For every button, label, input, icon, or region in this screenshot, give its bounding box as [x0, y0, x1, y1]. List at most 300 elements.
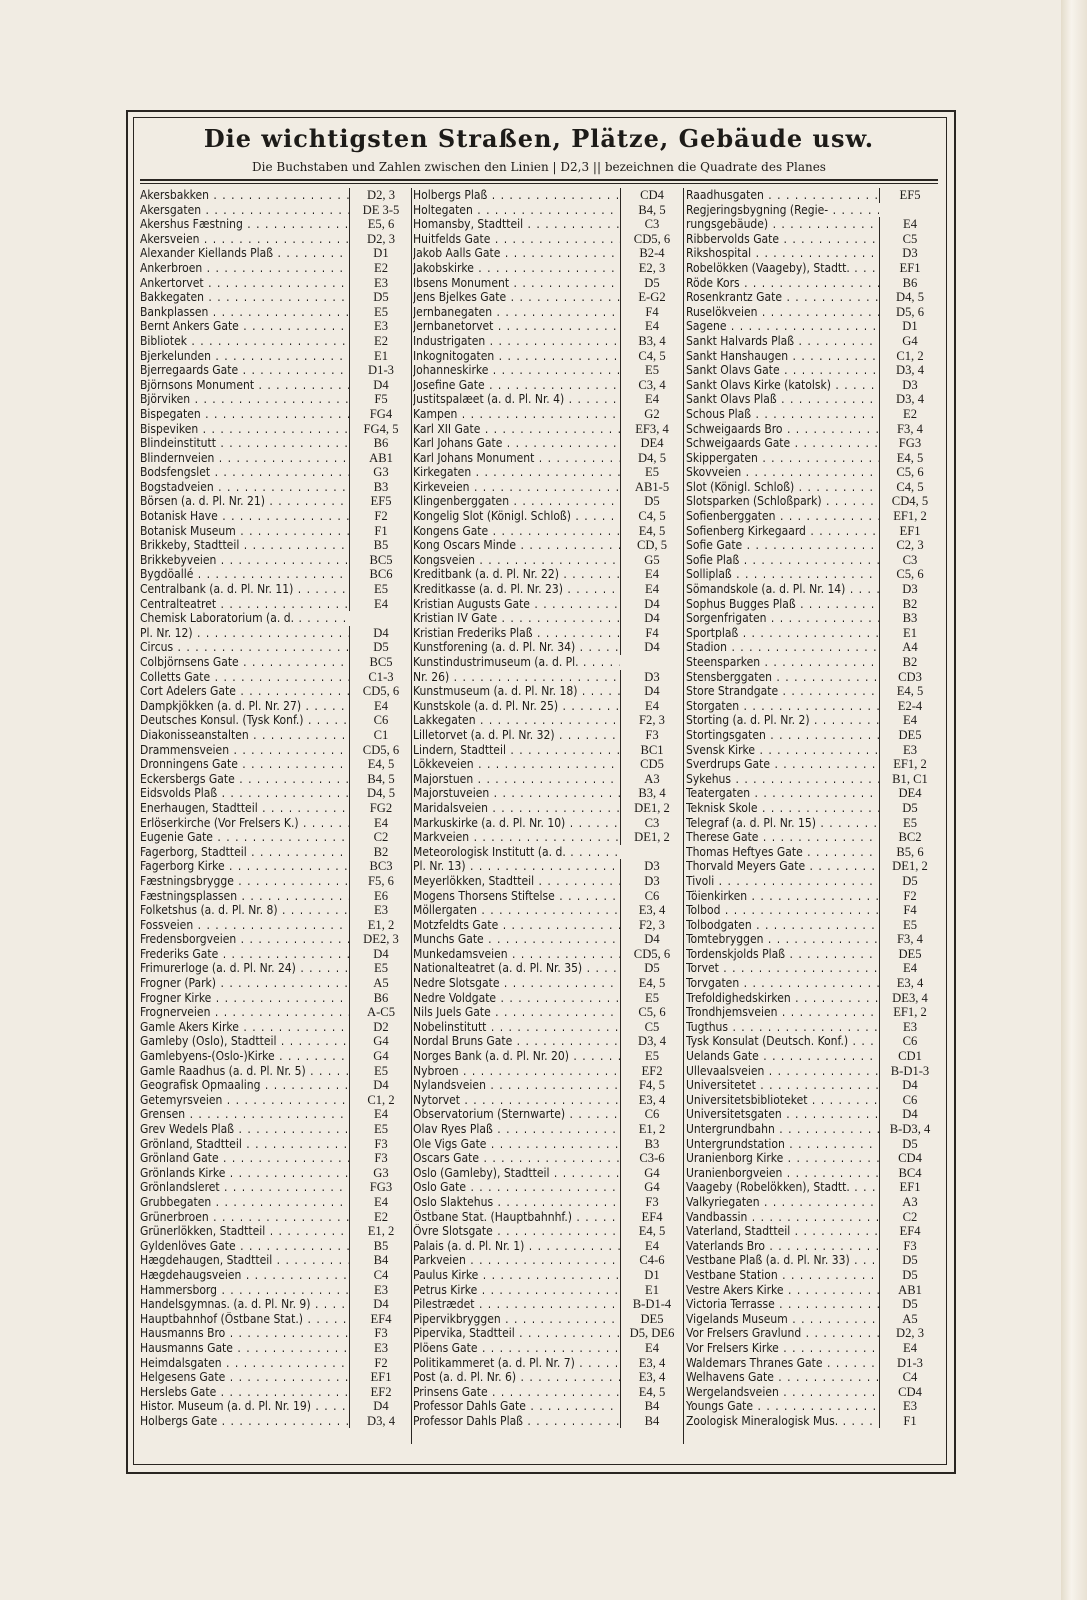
index-entry: [140, 305, 410, 320]
index-entry: [686, 976, 938, 991]
entry-name: Sykehus . . .: [686, 772, 879, 787]
entry-name: Fredensborgveien . . .: [140, 932, 349, 947]
entry-name: Jakob Aalls Gate . . .: [413, 246, 620, 261]
index-entry: [413, 1166, 681, 1181]
grid-reference: C4: [349, 1268, 410, 1283]
index-entry: [686, 757, 938, 772]
entry-name: Dronningens Gate . . .: [140, 757, 349, 772]
grid-reference: CD4, 5: [879, 494, 938, 509]
entry-name: Politikammeret (a. d. Pl. Nr. 7) . . .: [413, 1356, 620, 1371]
index-entry: [140, 363, 410, 378]
entry-name: Thomas Heftyes Gate . . .: [686, 845, 879, 860]
index-entry: [140, 1093, 410, 1108]
grid-reference: F1: [349, 524, 410, 539]
index-entry: [686, 465, 938, 480]
grid-reference: B-D1-4: [620, 1297, 681, 1312]
index-entry: [686, 203, 938, 218]
entry-name: Deutsches Konsul. (Tysk Konf.) . . .: [140, 713, 349, 728]
entry-name: Karl Johans Monument . . .: [413, 451, 620, 466]
index-entry: [413, 918, 681, 933]
entry-name: Olav Ryes Plaß . . .: [413, 1122, 620, 1137]
index-entry: [686, 392, 938, 407]
grid-reference: D5: [879, 1268, 938, 1283]
index-entry: [686, 786, 938, 801]
grid-reference: D4, 5: [879, 290, 938, 305]
entry-name: Fagerborg, Stadtteil . . .: [140, 845, 349, 860]
entry-name: Thorvald Meyers Gate . . .: [686, 859, 879, 874]
entry-name: Kong Oscars Minde . . .: [413, 538, 620, 553]
grid-reference: D4: [349, 1078, 410, 1093]
grid-reference: CD4: [879, 1151, 938, 1166]
grid-reference: B1, C1: [879, 772, 938, 787]
entry-name: Lökkeveien . . .: [413, 757, 620, 772]
index-entry: [413, 670, 681, 685]
entry-name: Oslo (Gamleby), Stadtteil . . .: [413, 1166, 620, 1181]
grid-reference: E1, 2: [349, 918, 410, 933]
index-entry: [413, 786, 681, 801]
index-entry: [140, 1034, 410, 1049]
index-entry: [686, 1166, 938, 1181]
entry-name: Munchs Gate . . .: [413, 932, 620, 947]
entry-name: Kampen . . .: [413, 407, 620, 422]
entry-name: Cort Adelers Gate . . .: [140, 684, 349, 699]
grid-reference: D2: [349, 1020, 410, 1035]
index-entry: [413, 232, 681, 247]
entry-name: Diakonisseanstalten . . .: [140, 728, 349, 743]
entry-name: Frimurerloge (a. d. Pl. Nr. 24) . . .: [140, 961, 349, 976]
index-entry: [140, 1385, 410, 1400]
grid-reference: C1: [349, 728, 410, 743]
entry-name: Kunstindustrimuseum (a. d. Pl. . . .: [413, 655, 620, 670]
index-entry: [140, 334, 410, 349]
entry-name: Nedre Slotsgate . . .: [413, 976, 620, 991]
entry-name: Vestbane Station . . .: [686, 1268, 879, 1283]
index-entry: [413, 801, 681, 816]
grid-reference: AB1-5: [620, 480, 681, 495]
grid-reference: B5: [349, 538, 410, 553]
index-entry: [140, 961, 410, 976]
index-entry: [686, 597, 938, 612]
index-entry: [140, 918, 410, 933]
grid-reference: B3: [620, 1137, 681, 1152]
entry-name: Torvet . . .: [686, 961, 879, 976]
index-entry: [413, 1399, 681, 1414]
entry-name: Mogens Thorsens Stiftelse . . .: [413, 889, 620, 904]
grid-reference: E4, 5: [620, 1385, 681, 1400]
entry-name: Trondhjemsveien . . .: [686, 1005, 879, 1020]
entry-name: Jens Bjelkes Gate . . .: [413, 290, 620, 305]
grid-reference: C6: [620, 889, 681, 904]
entry-name: Frogner (Park) . . .: [140, 976, 349, 991]
index-entry: [140, 1166, 410, 1181]
grid-reference: D5: [879, 801, 938, 816]
entry-name: Trefoldighedskirken . . .: [686, 991, 879, 1006]
index-entry: [686, 1020, 938, 1035]
index-entry: [686, 1283, 938, 1298]
index-entry: [686, 582, 938, 597]
index-entry: [140, 845, 410, 860]
index-entry: [413, 1005, 681, 1020]
entry-name: Untergrundstation . . .: [686, 1137, 879, 1152]
grid-reference: CD, 5: [620, 538, 681, 553]
grid-reference: E3: [349, 276, 410, 291]
index-entry: [413, 947, 681, 962]
index-entry: [140, 655, 410, 670]
index-entry: [686, 1064, 938, 1079]
grid-reference: D4: [620, 597, 681, 612]
entry-name: Teknisk Skole . . .: [686, 801, 879, 816]
entry-name: Jakobskirke . . .: [413, 261, 620, 276]
entry-name: Universitetsgaten . . .: [686, 1107, 879, 1122]
index-entry: [686, 1195, 938, 1210]
index-entry: [686, 830, 938, 845]
grid-reference: EF3, 4: [620, 422, 681, 437]
index-entry: [413, 1064, 681, 1079]
grid-reference: B3, 4: [620, 786, 681, 801]
index-entry: [140, 1370, 410, 1385]
grid-reference: B-D1-3: [879, 1064, 938, 1079]
grid-reference: EF2: [620, 1064, 681, 1079]
index-entry: [686, 874, 938, 889]
index-entry: [140, 1399, 410, 1414]
index-entry: [140, 889, 410, 904]
entry-name: Colletts Gate . . .: [140, 670, 349, 685]
entry-name: Hægdehaugen, Stadtteil . . .: [140, 1253, 349, 1268]
entry-name: Vaageby (Robelökken), Stadtt. . . .: [686, 1180, 879, 1195]
entry-name: Sankt Olavs Gate . . .: [686, 363, 879, 378]
entry-name: Kristian IV Gate . . .: [413, 611, 620, 626]
index-entry: [413, 276, 681, 291]
entry-name: Kreditbank (a. d. Pl. Nr. 22) . . .: [413, 567, 620, 582]
index-entry: [413, 567, 681, 582]
index-entry: [686, 816, 938, 831]
grid-reference: D4: [879, 1078, 938, 1093]
grid-reference: D5: [349, 640, 410, 655]
grid-reference: G3: [349, 1166, 410, 1181]
index-column-3: [686, 188, 938, 1444]
entry-name: Akersgaten . . .: [140, 203, 349, 218]
entry-name: Stadion . . .: [686, 640, 879, 655]
grid-reference: D5: [879, 1297, 938, 1312]
grid-reference: FG2: [349, 801, 410, 816]
entry-name: Herslebs Gate . . .: [140, 1385, 349, 1400]
grid-reference: D4, 5: [349, 786, 410, 801]
entry-name: Ruselökveien . . .: [686, 305, 879, 320]
entry-name: Storting (a. d. Pl. Nr. 2) . . .: [686, 713, 879, 728]
entry-name: Waldemars Thranes Gate . . .: [686, 1356, 879, 1371]
index-entry: [413, 859, 681, 874]
entry-name: Nordal Bruns Gate . . .: [413, 1034, 620, 1049]
index-entry: [140, 1107, 410, 1122]
index-entry: [686, 1078, 938, 1093]
entry-name: Uranienborg Kirke . . .: [686, 1151, 879, 1166]
entry-name: Gyldenlöves Gate . . .: [140, 1239, 349, 1254]
grid-reference: D4: [349, 626, 410, 641]
grid-reference: F3: [879, 1239, 938, 1254]
entry-name: Botanisk Museum . . .: [140, 524, 349, 539]
grid-reference: E1: [620, 1283, 681, 1298]
grid-reference: E5: [620, 991, 681, 1006]
grid-reference: C2: [879, 1210, 938, 1225]
entry-name: Sankt Olavs Kirke (katolsk) . . .: [686, 378, 879, 393]
entry-name: Kongelig Slot (Königl. Schloß) . . .: [413, 509, 620, 524]
index-entry: [686, 1210, 938, 1225]
grid-reference: D5: [349, 290, 410, 305]
grid-reference: B-D3, 4: [879, 1122, 938, 1137]
index-entry: [140, 670, 410, 685]
index-entry: [413, 1326, 681, 1341]
index-entry: [140, 801, 410, 816]
index-entry: [686, 1034, 938, 1049]
entry-name: Björnsons Monument . . .: [140, 378, 349, 393]
grid-reference: DE1, 2: [620, 830, 681, 845]
grid-reference: C3: [620, 217, 681, 232]
grid-reference: C4: [879, 1370, 938, 1385]
entry-name: Sorgenfrigaten . . .: [686, 611, 879, 626]
entry-name: Frogner Kirke . . .: [140, 991, 349, 1006]
index-entry: [413, 1049, 681, 1064]
grid-reference: B4, 5: [620, 203, 681, 218]
grid-reference: EF1, 2: [879, 1005, 938, 1020]
entry-name: Uranienborgveien . . .: [686, 1166, 879, 1181]
grid-reference: E1: [349, 349, 410, 364]
index-entry: [140, 509, 410, 524]
grid-reference: D3, 4: [620, 1034, 681, 1049]
grid-reference: B6: [349, 991, 410, 1006]
entry-name: Rosenkrantz Gate . . .: [686, 290, 879, 305]
entry-name: Centralteatret . . .: [140, 597, 349, 612]
entry-name: Grünerlökken, Stadtteil . . .: [140, 1224, 349, 1239]
entry-name: Motzfeldts Gate . . .: [413, 918, 620, 933]
index-entry: [686, 801, 938, 816]
index-entry: [686, 407, 938, 422]
entry-name: Pl. Nr. 13) . . .: [413, 859, 620, 874]
grid-reference: DE5: [620, 1312, 681, 1327]
entry-name: Enerhaugen, Stadtteil . . .: [140, 801, 349, 816]
grid-reference: E4: [349, 1195, 410, 1210]
index-entry: [140, 524, 410, 539]
grid-reference: E3: [879, 1020, 938, 1035]
grid-reference: E5: [620, 465, 681, 480]
entry-name: Store Strandgate . . .: [686, 684, 879, 699]
entry-name: Grev Wedels Plaß . . .: [140, 1122, 349, 1137]
index-entry: [413, 349, 681, 364]
entry-name: Heimdalsgaten . . .: [140, 1356, 349, 1371]
index-entry: [140, 1064, 410, 1079]
entry-name: Alexander Kiellands Plaß . . .: [140, 246, 349, 261]
grid-reference: F1: [879, 1414, 938, 1429]
entry-name: Vaterlands Bro . . .: [686, 1239, 879, 1254]
index-entry: [413, 246, 681, 261]
entry-name: Drammensveien . . .: [140, 743, 349, 758]
entry-name: Majorstuen . . .: [413, 772, 620, 787]
entry-name: Gamleby (Oslo), Stadtteil . . .: [140, 1034, 349, 1049]
index-entry: [413, 991, 681, 1006]
grid-reference: C2, 3: [879, 538, 938, 553]
entry-name: Bjerregaards Gate . . .: [140, 363, 349, 378]
index-entry: [413, 845, 681, 860]
entry-name: Josefine Gate . . .: [413, 378, 620, 393]
grid-reference: EF1, 2: [879, 509, 938, 524]
entry-name: Welhavens Gate . . .: [686, 1370, 879, 1385]
grid-reference: EF1: [879, 261, 938, 276]
entry-name: Tolbodgaten . . .: [686, 918, 879, 933]
grid-reference: B6: [349, 436, 410, 451]
grid-reference: E3: [349, 1283, 410, 1298]
grid-reference: G4: [349, 1049, 410, 1064]
entry-name: Pipervikbryggen . . .: [413, 1312, 620, 1327]
entry-name: Kunstmuseum (a. d. Pl. Nr. 18) . . .: [413, 684, 620, 699]
grid-reference: C2: [349, 830, 410, 845]
grid-reference: B2-4: [620, 246, 681, 261]
entry-name: Universitetet . . .: [686, 1078, 879, 1093]
index-entry: [413, 816, 681, 831]
grid-reference: BC1: [620, 743, 681, 758]
entry-name: Sankt Hanshaugen . . .: [686, 349, 879, 364]
index-entry: [140, 991, 410, 1006]
index-entry: [686, 626, 938, 641]
grid-reference: G4: [620, 1180, 681, 1195]
grid-reference: D3: [879, 582, 938, 597]
grid-reference: C6: [879, 1034, 938, 1049]
entry-name: Sofie Gate . . .: [686, 538, 879, 553]
entry-name: Brikkeby, Stadtteil . . .: [140, 538, 349, 553]
index-entry: [686, 932, 938, 947]
grid-reference: BC6: [349, 567, 410, 582]
index-entry: [140, 1312, 410, 1327]
column-divider: [411, 188, 412, 1444]
index-entry: [686, 290, 938, 305]
index-entry: [686, 305, 938, 320]
entry-name: Nils Juels Gate . . .: [413, 1005, 620, 1020]
entry-name: Centralbank (a. d. Pl. Nr. 11) . . .: [140, 582, 349, 597]
entry-name: Ribbervolds Gate . . .: [686, 232, 879, 247]
grid-reference: D4: [620, 611, 681, 626]
entry-name: Regjeringsbygning (Regie- . . .: [686, 203, 879, 218]
entry-name: Sophus Bugges Plaß . . .: [686, 597, 879, 612]
index-entry: [140, 480, 410, 495]
grid-reference: E5: [620, 363, 681, 378]
entry-name: Bakkegaten . . .: [140, 290, 349, 305]
entry-name: Pilestrædet . . .: [413, 1297, 620, 1312]
index-entry: [686, 1049, 938, 1064]
grid-reference: E1, 2: [349, 1224, 410, 1239]
index-entry: [686, 451, 938, 466]
grid-reference: E4: [620, 699, 681, 714]
entry-name: Bjerkelunden . . .: [140, 349, 349, 364]
grid-reference: A3: [879, 1195, 938, 1210]
entry-name: Ullevaalsveien . . .: [686, 1064, 879, 1079]
entry-name: Schweigaards Gate . . .: [686, 436, 879, 451]
index-entry: [686, 918, 938, 933]
page-edge: [1061, 0, 1087, 1600]
grid-reference: E5: [879, 918, 938, 933]
grid-reference: E3: [879, 1399, 938, 1414]
entry-name: Sportplaß . . .: [686, 626, 879, 641]
entry-name: Hausmanns Gate . . .: [140, 1341, 349, 1356]
grid-reference: E3, 4: [620, 1356, 681, 1371]
grid-reference: F4: [879, 903, 938, 918]
entry-name: Dampkjökken (a. d. Pl. Nr. 27) . . .: [140, 699, 349, 714]
index-entry: [413, 699, 681, 714]
grid-reference: D4: [620, 932, 681, 947]
index-entry: [413, 932, 681, 947]
entry-name: Geografisk Opmaaling . . .: [140, 1078, 349, 1093]
grid-reference: E2: [349, 1210, 410, 1225]
entry-name: Eckersbergs Gate . . .: [140, 772, 349, 787]
entry-name: Folketshus (a. d. Pl. Nr. 8) . . .: [140, 903, 349, 918]
index-entry: [140, 772, 410, 787]
index-entry: [413, 889, 681, 904]
entry-name: Övre Slotsgate . . .: [413, 1224, 620, 1239]
grid-reference: DE3, 4: [879, 991, 938, 1006]
index-entry: [140, 743, 410, 758]
entry-name: Raadhusgaten . . .: [686, 188, 879, 203]
index-entry: [686, 334, 938, 349]
entry-name: Björviken . . .: [140, 392, 349, 407]
grid-reference: D5: [620, 276, 681, 291]
entry-name: Bogstadveien . . .: [140, 480, 349, 495]
grid-reference: BC5: [349, 553, 410, 568]
grid-reference: E2: [879, 407, 938, 422]
grid-reference: C3, 4: [620, 378, 681, 393]
entry-name: Ankertorvet . . .: [140, 276, 349, 291]
grid-reference: A3: [620, 772, 681, 787]
entry-name: Maridalsveien . . .: [413, 801, 620, 816]
index-entry: [413, 1107, 681, 1122]
index-entry: [413, 553, 681, 568]
grid-reference: E4, 5: [620, 1224, 681, 1239]
entry-name: Teatergaten . . .: [686, 786, 879, 801]
entry-name: Vigelands Museum . . .: [686, 1312, 879, 1327]
grid-reference: E4: [620, 567, 681, 582]
entry-name: Holtegaten . . .: [413, 203, 620, 218]
grid-reference: D5, DE6: [620, 1326, 681, 1341]
grid-reference: BC5: [349, 655, 410, 670]
grid-reference: C4, 5: [620, 349, 681, 364]
index-entry: [686, 538, 938, 553]
entry-name: Robelökken (Vaageby), Stadtt. . . .: [686, 261, 879, 276]
index-entry: [413, 757, 681, 772]
entry-name: Stensberggaten . . .: [686, 670, 879, 685]
index-entry: [140, 1005, 410, 1020]
grid-reference: G4: [349, 1034, 410, 1049]
grid-reference: FG3: [349, 1180, 410, 1195]
grid-reference: F3, 4: [879, 422, 938, 437]
index-entry: [686, 772, 938, 787]
entry-name: Nytorvet . . .: [413, 1093, 620, 1108]
grid-reference: E3, 4: [620, 1370, 681, 1385]
grid-reference: D3: [620, 859, 681, 874]
grid-reference: C1-3: [349, 670, 410, 685]
index-entry: [686, 494, 938, 509]
grid-reference: D1: [349, 246, 410, 261]
grid-reference: F3: [620, 728, 681, 743]
index-entry: [140, 874, 410, 889]
grid-reference: E4, 5: [620, 976, 681, 991]
entry-name: Nedre Voldgate . . .: [413, 991, 620, 1006]
grid-reference: C4-6: [620, 1253, 681, 1268]
index-entry: [413, 1020, 681, 1035]
index-entry: [140, 713, 410, 728]
entry-name: Kirkegaten . . .: [413, 465, 620, 480]
grid-reference: F5: [349, 392, 410, 407]
grid-reference: EF1: [349, 1370, 410, 1385]
grid-reference: E4, 5: [879, 451, 938, 466]
entry-name: Fossveien . . .: [140, 918, 349, 933]
index-entry: [413, 1268, 681, 1283]
entry-name: Grönland, Stadtteil . . .: [140, 1137, 349, 1152]
